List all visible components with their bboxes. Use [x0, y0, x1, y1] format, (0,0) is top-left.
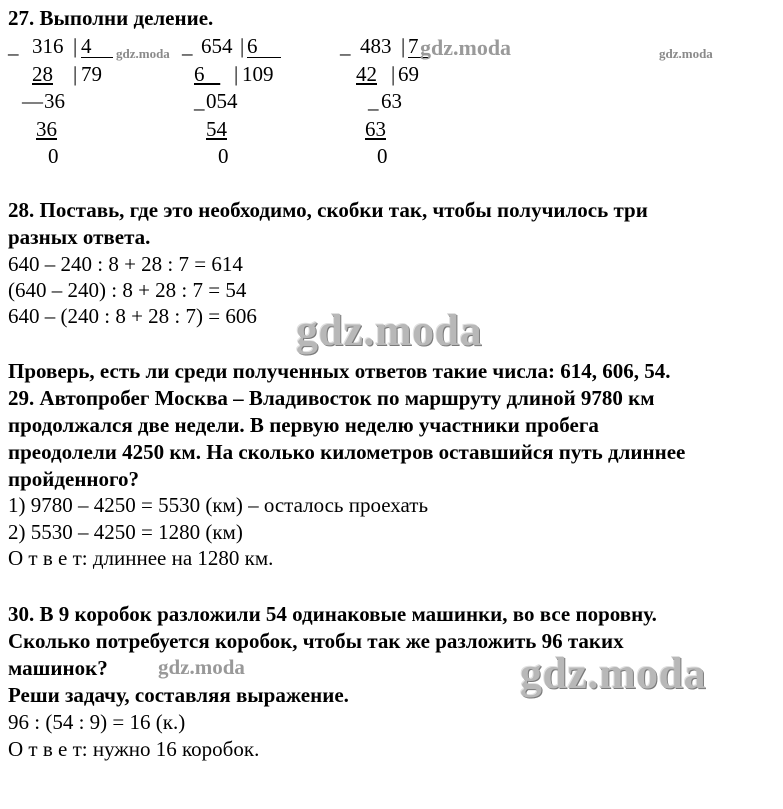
- task29-step2: 2) 5530 – 4250 = 1280 (км): [8, 520, 243, 544]
- quotient: 109: [242, 62, 274, 86]
- quotient: 79: [81, 62, 102, 86]
- partial-product: 42: [356, 62, 377, 86]
- minus-sign: _: [194, 89, 205, 113]
- watermark-small: gdz.moda: [116, 46, 170, 61]
- partial-product: 28: [32, 62, 53, 86]
- watermark-mid: gdz.moda: [158, 655, 245, 679]
- remainder: 63: [381, 89, 402, 113]
- minus-sign: _: [340, 34, 351, 58]
- task28-title-line1: 28. Поставь, где это необходимо, скобки так, чтобы получилось три: [8, 198, 648, 222]
- result: 0: [218, 144, 229, 168]
- watermark-large: gdz.moda: [296, 306, 483, 355]
- remainder: 36: [44, 89, 65, 113]
- subtrahend: 54: [206, 117, 227, 141]
- divisor: 4: [81, 34, 92, 58]
- task29-answer: О т в е т: длиннее на 1280 км.: [8, 546, 274, 570]
- divider-bar: |: [73, 34, 78, 58]
- task29-line2: продолжался две недели. В первую неделю участники пробега: [8, 413, 599, 437]
- task29-line3: преодолели 4250 км. На сколько километров оставшийся путь длиннее: [8, 440, 686, 464]
- divisor-underline: [81, 57, 113, 58]
- task30-answer: О т в е т: нужно 16 коробок.: [8, 737, 260, 761]
- minus-sign: _: [8, 34, 19, 58]
- result: 0: [48, 144, 59, 168]
- dividend: 654: [201, 34, 233, 58]
- subtrahend: 36: [36, 117, 57, 141]
- result: 0: [377, 144, 388, 168]
- task30-instruction: Реши задачу, составляя выражение.: [8, 683, 349, 707]
- remainder: 054: [206, 89, 238, 113]
- minus-sign: _: [182, 34, 193, 58]
- task27-title: 27. Выполни деление.: [8, 6, 214, 30]
- task29-line4: пройденного?: [8, 467, 140, 491]
- watermark-mid: gdz.moda: [420, 35, 512, 60]
- dividend: 316: [32, 34, 64, 58]
- task30-line3: машинок?: [8, 656, 108, 680]
- quotient: 69: [398, 62, 419, 86]
- minus-sign: —: [22, 89, 43, 113]
- divisor-underline: [247, 57, 281, 58]
- divisor: 6: [247, 34, 258, 58]
- expression-1: 640 – 240 : 8 + 28 : 7 = 614: [8, 252, 243, 276]
- subtrahend: 63: [365, 117, 386, 141]
- expression-2: (640 – 240) : 8 + 28 : 7 = 54: [8, 278, 247, 302]
- task30-line1: 30. В 9 коробок разложили 54 одинаковые машинки, во все поровну.: [8, 602, 657, 626]
- watermark-large: gdz.moda: [520, 649, 707, 698]
- divider-bar: |: [401, 34, 406, 58]
- dividend: 483: [360, 34, 392, 58]
- divider-bar: |: [234, 62, 239, 86]
- minus-sign: _: [368, 89, 379, 113]
- divisor: 7: [408, 34, 419, 58]
- divider-bar: |: [391, 62, 396, 86]
- watermark-small: gdz.moda: [659, 46, 713, 61]
- task28-check: Проверь, есть ли среди полученных ответов такие числа: 614, 606, 54.: [8, 359, 671, 383]
- task29-step1: 1) 9780 – 4250 = 5530 (км) – осталось проехать: [8, 493, 429, 517]
- task30-expression: 96 : (54 : 9) = 16 (к.): [8, 710, 186, 734]
- expression-3: 640 – (240 : 8 + 28 : 7) = 606: [8, 304, 257, 328]
- partial-product: [194, 64, 220, 85]
- task28-title-line2: разных ответа.: [8, 225, 151, 249]
- divider-bar: |: [73, 62, 78, 86]
- task30-line2: Сколько потребуется коробок, чтобы так же разложить 96 таких: [8, 629, 624, 653]
- partial-product-value: 6: [194, 62, 205, 86]
- divider-bar: |: [240, 34, 245, 58]
- task29-line1: 29. Автопробег Москва – Владивосток по маршруту длиной 9780 км: [8, 386, 655, 410]
